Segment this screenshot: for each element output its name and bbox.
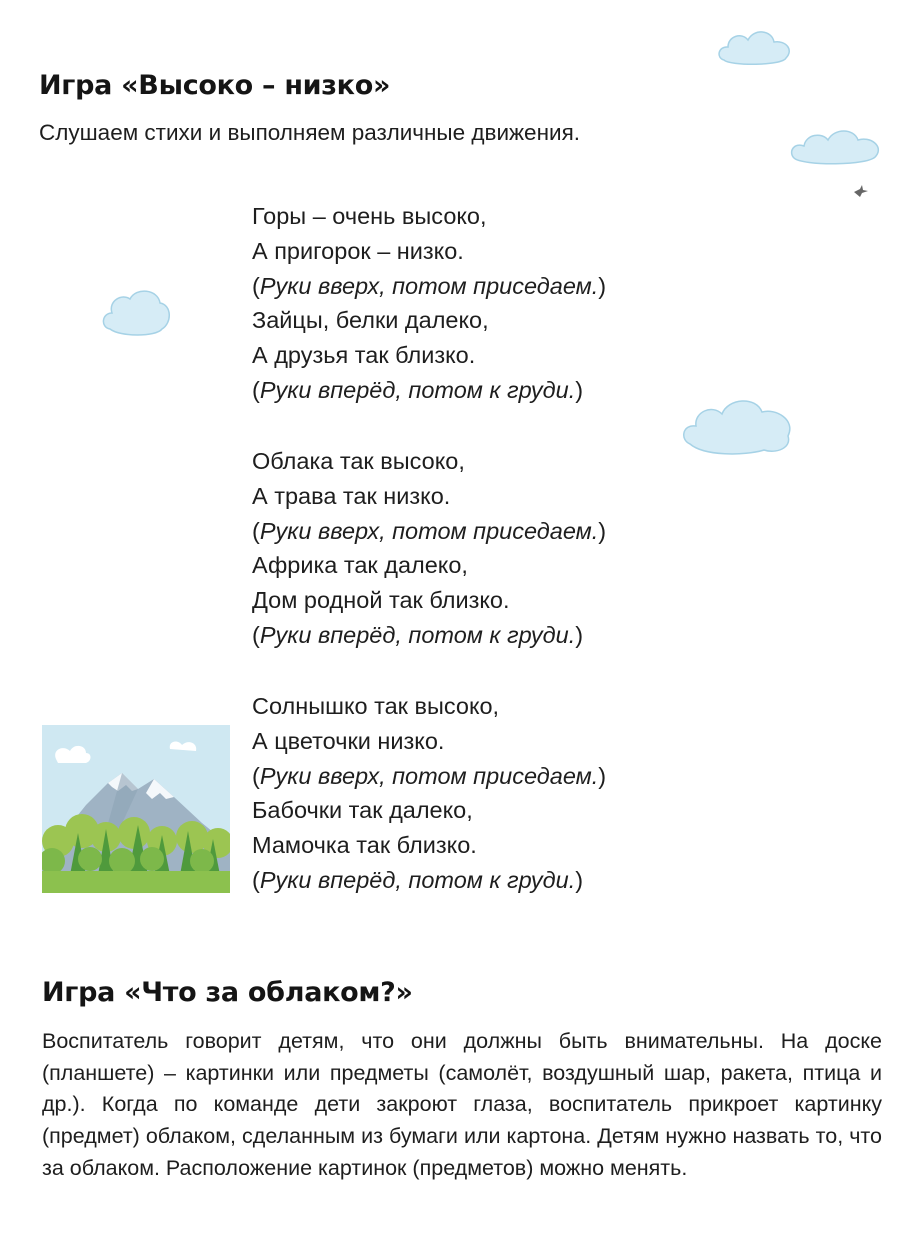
game2-title: Игра «Что за облаком?»: [42, 977, 413, 1008]
poem-line: Бабочки так далеко,: [252, 797, 473, 824]
poem-instruction: (Руки вверх, потом приседаем.): [252, 517, 607, 544]
poem-instruction: (Руки вверх, потом приседаем.): [252, 272, 607, 299]
poem-line: Горы – очень высоко,: [252, 203, 487, 229]
poem-instruction: (Руки вперёд, потом к груди.): [252, 866, 584, 893]
game2-description: Воспитатель говорит детям, что они должны быть внимательны. На доске (планшете) – картинки или предметы (самолёт, воздушный шар, ракета, птица и др.). Когда по команде дети закроют глаза, воспитатель прикроет картинку (предмет) облаком, сделанным из бумаги или картона. Детям нужно назвать то, что за облаком. Расположение картинок (предметов) можно менять.: [42, 1029, 882, 1180]
cloud-decoration-2: [788, 122, 886, 170]
cloud-decoration-4: [680, 390, 800, 458]
poem-stanza-1: [252, 199, 606, 408]
cloud-decoration-3: [100, 283, 172, 341]
poem-instruction: (Руки вверх, потом приседаем.): [252, 762, 607, 789]
poem-line: Дом родной так близко.: [252, 587, 510, 614]
poem-stanza-3: [252, 689, 606, 898]
poem-instruction: (Руки вперёд, потом к груди.): [252, 376, 584, 403]
poem-line: Облака так высоко,: [252, 448, 465, 474]
poem-stanza-2: [252, 444, 606, 653]
cloud-decoration-1: [716, 22, 796, 72]
poem-line: А трава так низко.: [252, 482, 451, 509]
poem-line: А друзья так близко.: [252, 342, 476, 369]
poem-line: Африка так далеко,: [252, 552, 468, 579]
mountain-landscape-illustration: [42, 725, 230, 893]
poem-line: А цветочки низко.: [252, 727, 445, 754]
game1-title: Игра «Высоко – низко»: [39, 70, 391, 101]
poem-line: Солнышко так высоко,: [252, 693, 500, 719]
small-bird-icon: [852, 184, 870, 198]
poem-line: Зайцы, белки далеко,: [252, 307, 489, 334]
game1-intro: Слушаем стихи и выполняем различные движения.: [39, 120, 580, 145]
poem-line: А пригорок – низко.: [252, 237, 464, 264]
poem-instruction: (Руки вперёд, потом к груди.): [252, 621, 584, 648]
poem-line: Мамочка так близко.: [252, 832, 477, 859]
